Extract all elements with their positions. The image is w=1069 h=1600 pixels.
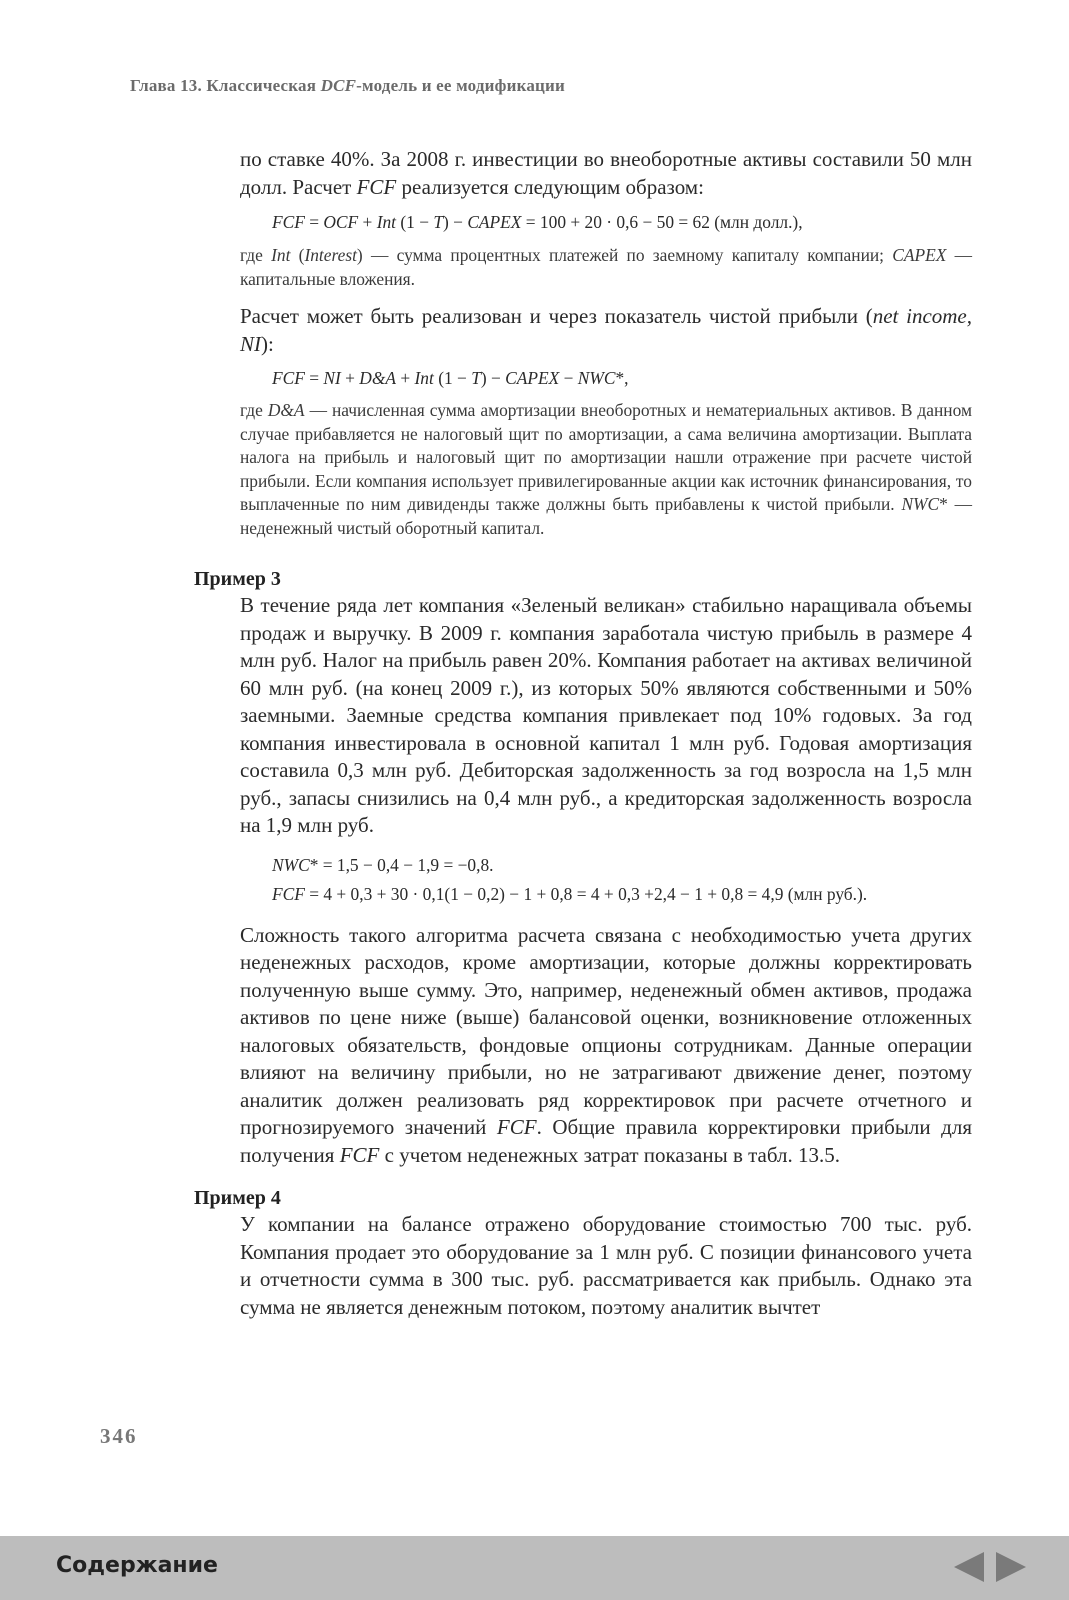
text-run: *, — [615, 368, 629, 388]
italic-term: NWC — [901, 494, 940, 514]
running-head-italic: DCF — [320, 76, 357, 95]
page-body — [194, 146, 973, 1321]
text-run: − — [559, 368, 578, 388]
text-run: = 4 + 0,3 + 30 · 0,1(1 − 0,2) − 1 + 0,8 = 4 + 0,3 +2,4 − 1 + 0,8 = 4,9 (млн руб.). — [304, 883, 868, 904]
italic-term: CAPEX — [467, 212, 522, 232]
example-4-text: У компании на балансе отражено оборудование стоимостью 700 тыс. руб. Компания продает это оборудование за 1 млн руб. С позиции финансового учета и отчетности сумма в 300 тыс. руб. рассматривается как прибыль. Однако эта сумма не является денежным потоком, поэтому аналитик вычтет — [240, 1212, 972, 1319]
note-int-capex — [240, 244, 972, 291]
formula-fcf-ni — [272, 367, 972, 390]
italic-term: D&A — [359, 368, 396, 388]
italic-term: T — [471, 368, 481, 388]
triangle-left-icon[interactable] — [952, 1550, 986, 1584]
italic-term: FCF — [272, 368, 305, 388]
text-run: ) — сумма процентных платежей по заемному капиталу компании; — [356, 245, 893, 265]
formula-fcf-ocf — [272, 211, 972, 234]
formula-fcf-example — [272, 883, 972, 906]
italic-term: D&A — [267, 400, 305, 420]
triangle-right-icon[interactable] — [994, 1550, 1028, 1584]
running-head-prefix: Глава 13. Классическая — [130, 76, 321, 95]
example-3-heading: Пример 3 — [194, 568, 281, 590]
italic-term: NWC — [272, 854, 310, 875]
text-run: где — [240, 245, 272, 265]
running-head-suffix: -модель и ее модификации — [356, 76, 566, 95]
italic-term: CAPEX — [505, 368, 560, 388]
italic-term: FCF — [496, 1115, 537, 1139]
text-run: (1 − — [433, 368, 472, 388]
text-run: + — [358, 212, 377, 232]
table-of-contents-link[interactable]: Содержание — [56, 1553, 218, 1578]
text-run: с учетом неденежных затрат показаны в табл. 13.5. — [379, 1142, 841, 1167]
italic-term: Interest — [304, 245, 357, 265]
text-run: по ставке 40%. За 2008 г. инвестиции во внеоборотные активы составили 50 млн долл. Расчет — [240, 147, 972, 199]
italic-term: FCF — [356, 174, 397, 199]
text-run: ( — [290, 245, 305, 265]
text-run: ) − — [480, 368, 506, 388]
text-run: = 100 + 20 · 0,6 − 50 = 62 (млн долл.), — [521, 212, 803, 232]
text-run: Сложность такого алгоритма расчета связана с необходимостью учета других неденежных расходов, кроме амортизации, которые должны корректировать полученную выше сумму. Это, например, неденежный обмен активов, продажа активов по цене ниже (выше) балансовой оценки, возникновение отложенных налоговых обязательств, фондовые опционы сотрудникам. Данные операции влияют на величину прибыли, но не затрагивают движение денег, поэтому аналитик должен реализовать ряд корректировок при расчете отчетного и прогнозируемого значений — [240, 922, 972, 1139]
paragraph-fcf-intro — [240, 146, 972, 201]
page-number: 346 — [100, 1424, 138, 1448]
italic-term: NWC — [577, 368, 616, 388]
italic-term: Int — [271, 245, 291, 265]
italic-term: Int — [414, 368, 434, 388]
text-run: реализуется следующим образом: — [396, 174, 704, 199]
text-run: Расчет может быть реализован и через показатель чистой прибыли ( — [240, 304, 873, 328]
text-run: . Общие правила корректировки прибыли для получения — [240, 1115, 972, 1167]
text-run: (1 − — [396, 212, 434, 232]
text-run: * = 1,5 − 0,4 − 1,9 = −0,8. — [309, 854, 494, 875]
text-run: = — [304, 212, 324, 232]
text-run: + — [396, 368, 415, 388]
italic-term: T — [433, 212, 444, 232]
text-run: * — неденежный чистый оборотный капитал. — [240, 494, 973, 538]
example-4-heading: Пример 4 — [194, 1187, 281, 1209]
paragraph-net-income — [240, 303, 972, 358]
italic-term: FCF — [272, 883, 305, 904]
italic-term: FCF — [339, 1142, 380, 1167]
paragraph-noncash-adjustments — [240, 922, 972, 1170]
italic-term: NI — [323, 368, 341, 388]
text-run: = — [304, 368, 324, 388]
text-run: — начисленная сумма амортизации внеоборотных и нематериальных активов. В данном случае прибавляется не налоговый щит по амортизации, а сама величина амортизации. Выплата налога на прибыль и налоговый щит по амортизации нашли отражение при расчете чистой прибыли. Если компания использует привилегированные акции как источник финансирования, то выплаченные по ним дивиденды также должны быть прибавлены к чистой прибыли. — [240, 400, 972, 514]
note-depreciation — [240, 399, 972, 540]
italic-term: net income, NI — [240, 304, 972, 356]
italic-term: FCF — [272, 212, 305, 232]
text-run: — капитальные вложения. — [240, 245, 972, 289]
running-head — [130, 76, 565, 96]
footer-nav-bar — [0, 1536, 1069, 1600]
italic-term: OCF — [323, 212, 359, 232]
text-run: ): — [261, 331, 274, 356]
italic-term: CAPEX — [892, 245, 947, 265]
italic-term: Int — [376, 212, 397, 232]
formula-nwc — [272, 854, 972, 877]
text-run: + — [340, 368, 360, 388]
text-run: ) − — [443, 212, 468, 232]
example-3-text: В течение ряда лет компания «Зеленый великан» стабильно наращивала объемы продаж и выручку. В 2009 г. компания заработала чистую прибыль в размере 4 млн руб. Налог на прибыль равен 20%. Компания работает на активах величиной 60 млн руб. (на конец 2009 г.), из которых 50% являются собственными и 50% заемными. Заемные средства компания привлекает под 10% годовых. За год компания инвестировала в основной капитал 1 млн руб. Годовая амортизация составила 0,3 млн руб. Дебиторская задолженность за год возросла на 1,5 млн руб., запасы снизились на 0,4 млн руб., а кредиторская задолженность возросла на 1,9 млн руб. — [240, 593, 972, 837]
text-run: где — [240, 400, 268, 420]
